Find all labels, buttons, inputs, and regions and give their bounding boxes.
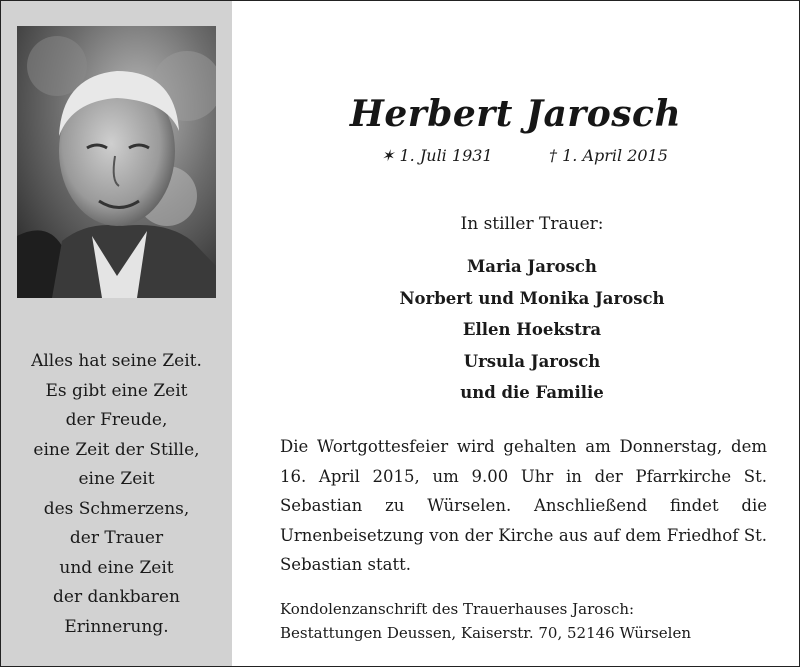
verse-line: der dankbaren xyxy=(53,587,180,607)
mourners-list xyxy=(232,251,800,409)
verse-text xyxy=(1,347,232,642)
sidebar-panel xyxy=(1,1,232,666)
mourner-name: und die Familie xyxy=(460,383,604,402)
verse-line: der Trauer xyxy=(69,528,164,548)
deceased-name: Herbert Jarosch xyxy=(349,93,682,135)
verse-line: eine Zeit xyxy=(78,469,155,489)
verse-line: Alles hat seine Zeit. xyxy=(31,351,202,371)
condolence-line: Kondolenzanschrift des Trauerhauses Jarosch: xyxy=(280,600,635,618)
service-details: Die Wortgottesfeier wird gehalten am Donnerstag, dem 16. April 2015, um 9.00 Uhr in der Pfarrkirche St. Sebastian zu Würselen. Anschließend findet die Urnenbeisetzung von der Kirche aus auf dem Friedhof St. Sebastian statt. xyxy=(280,437,767,574)
condolence-address xyxy=(280,597,780,645)
mourning-intro: In stiller Trauer: xyxy=(460,214,604,234)
verse-line: Es gibt eine Zeit xyxy=(45,380,188,401)
verse-line: eine Zeit der Stille, xyxy=(33,439,200,460)
condolence-line: Bestattungen Deussen, Kaiserstr. 70, 52146 Würselen xyxy=(280,624,692,642)
mourner-name: Norbert und Monika Jarosch xyxy=(399,288,665,308)
mourner-name: Maria Jarosch xyxy=(467,257,597,276)
birth-date: ✶ 1. Juli 1931 xyxy=(381,146,493,165)
death-date: † 1. April 2015 xyxy=(549,146,668,165)
verse-line: und eine Zeit xyxy=(59,557,174,578)
portrait-photo xyxy=(17,26,216,298)
mourner-name: Ursula Jarosch xyxy=(463,351,601,371)
mourner-name: Ellen Hoekstra xyxy=(462,320,602,339)
verse-line: der Freude, xyxy=(65,410,168,430)
verse-line: des Schmerzens, xyxy=(43,498,190,519)
verse-line: Erinnerung. xyxy=(64,616,169,637)
